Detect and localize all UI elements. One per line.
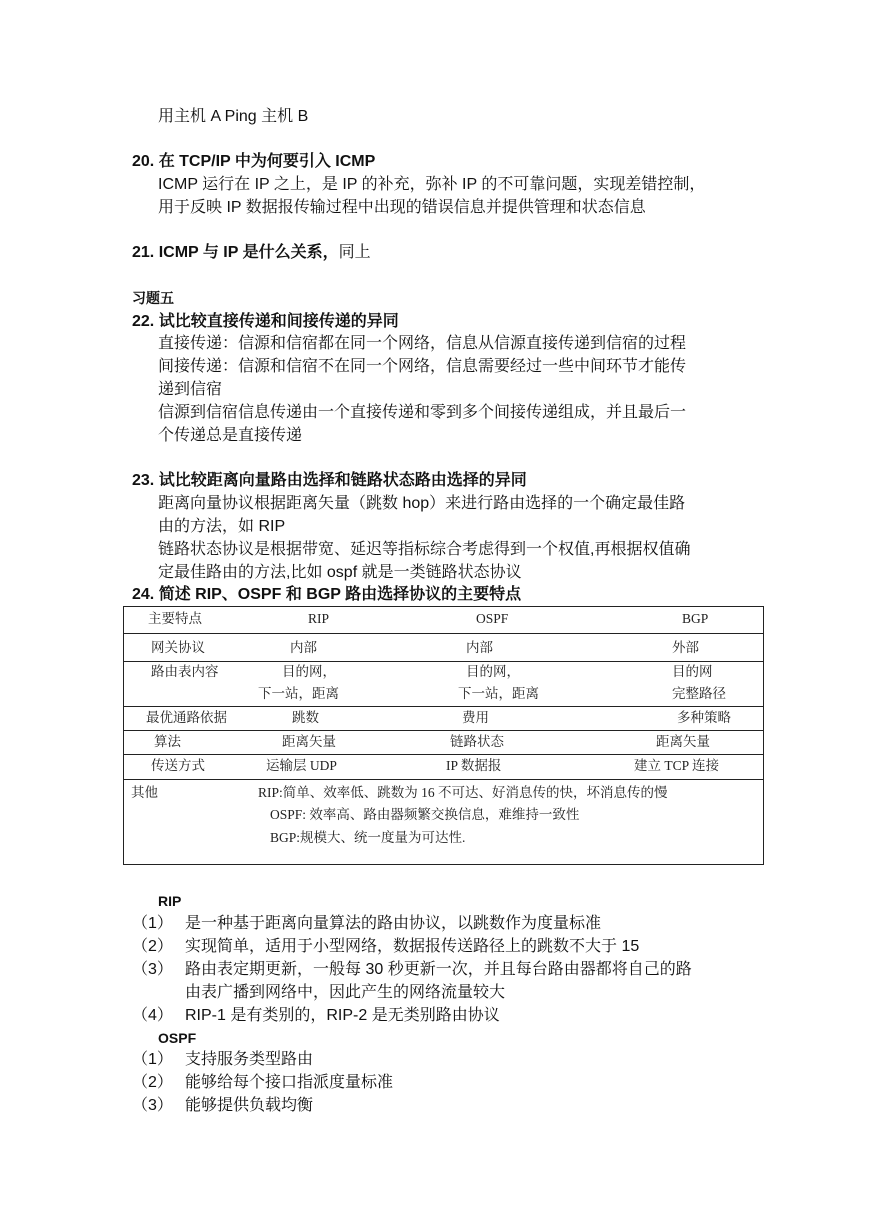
question-21 bbox=[132, 242, 371, 264]
list-item: RIP-1 是有类别的，RIP-2 是无类别路由协议 bbox=[185, 1007, 500, 1024]
question-23: 23. 试比较距离向量路由选择和链路状态路由选择的异同 bbox=[132, 472, 527, 489]
table-cell: 外部 bbox=[672, 640, 699, 655]
table-cell: 内部 bbox=[466, 640, 493, 655]
answer-line: 间接传递：信源和信宿不在同一个网络，信息需要经过一些中间环节才能传 bbox=[158, 358, 687, 375]
rip-heading: RIP bbox=[158, 893, 182, 909]
list-number: （3） bbox=[132, 1097, 173, 1114]
answer-line: 信源到信宿信息传递由一个直接传递和零到多个间接传递组成，并且最后一 bbox=[158, 404, 687, 421]
table-cell: 最优通路依据 bbox=[146, 710, 227, 725]
table-cell: 距离矢量 bbox=[282, 734, 336, 749]
table-cell: 网关协议 bbox=[151, 640, 205, 655]
table-cell: OSPF: 效率高、路由器频繁交换信息，难维持一致性 bbox=[270, 807, 580, 822]
answer-line: 距离向量协议根据距离矢量（跳数 hop）来进行路由选择的一个确定最佳路 bbox=[158, 495, 686, 512]
answer-line: 定最佳路由的方法,比如 ospf 就是一类链路状态协议 bbox=[158, 564, 522, 581]
list-item-continued: 由表广播到网络中，因此产生的网络流量较大 bbox=[185, 984, 506, 1001]
list-item: 实现简单，适用于小型网络，数据报传送路径上的跳数不大于 15 bbox=[185, 938, 640, 955]
table-cell: 其他 bbox=[131, 785, 158, 800]
list-number: （1） bbox=[132, 915, 173, 932]
question-21-answer: 同上 bbox=[338, 244, 371, 261]
table-header-cell: 主要特点 bbox=[148, 611, 202, 626]
table-cell: BGP:规模大、统一度量为可达性. bbox=[270, 830, 466, 845]
table-row-divider bbox=[124, 779, 763, 780]
table-cell: 建立 TCP 连接 bbox=[634, 758, 720, 773]
table-cell: 距离矢量 bbox=[656, 734, 710, 749]
answer-line: 链路状态协议是根据带宽、延迟等指标综合考虑得到一个权值,再根据权值确 bbox=[158, 541, 691, 558]
list-number: （1） bbox=[132, 1051, 173, 1068]
table-cell: 传送方式 bbox=[151, 758, 205, 773]
list-number: （3） bbox=[132, 961, 173, 978]
answer-line: 直接传递：信源和信宿都在同一个网络，信息从信源直接传递到信宿的过程 bbox=[158, 335, 687, 352]
table-row-divider bbox=[124, 706, 763, 707]
table-cell: IP 数据报 bbox=[446, 758, 502, 773]
table-header-cell: OSPF bbox=[476, 611, 509, 626]
table-header-cell: BGP bbox=[682, 611, 709, 626]
table-row-divider bbox=[124, 633, 763, 634]
table-cell: 运输层 UDP bbox=[266, 758, 337, 773]
table-cell: 路由表内容 bbox=[151, 664, 219, 679]
table-cell: 下一站，距离 bbox=[258, 686, 339, 701]
answer-line: 个传递总是直接传递 bbox=[158, 427, 303, 444]
list-item: 能够提供负载均衡 bbox=[185, 1097, 314, 1114]
table-row-divider bbox=[124, 730, 763, 731]
table-cell: 目的网， bbox=[466, 664, 520, 679]
list-number: （4） bbox=[132, 1007, 173, 1024]
table-cell: 链路状态 bbox=[450, 734, 504, 749]
list-item: 能够给每个接口指派度量标准 bbox=[185, 1074, 394, 1091]
protocol-comparison-table bbox=[123, 606, 764, 865]
table-cell: 目的网， bbox=[282, 664, 336, 679]
list-item: 路由表定期更新，一般每 30 秒更新一次，并且每台路由器都将自己的路 bbox=[185, 961, 692, 978]
table-row-divider bbox=[124, 754, 763, 755]
table-cell: 多种策略 bbox=[677, 710, 731, 725]
exercise-heading: 习题五 bbox=[132, 290, 174, 306]
answer-line: 递到信宿 bbox=[158, 381, 223, 398]
text-line: 用主机 A Ping 主机 B bbox=[158, 108, 309, 125]
list-number: （2） bbox=[132, 1074, 173, 1091]
ospf-heading: OSPF bbox=[158, 1030, 197, 1046]
answer-line: 用于反映 IP 数据报传输过程中出现的错误信息并提供管理和状态信息 bbox=[158, 199, 646, 216]
answer-line: ICMP 运行在 IP 之上，是 IP 的补充，弥补 IP 的不可靠问题，实现差错控制， bbox=[158, 176, 706, 193]
table-cell: 费用 bbox=[462, 710, 489, 725]
list-item: 支持服务类型路由 bbox=[185, 1051, 314, 1068]
question-24: 24. 简述 RIP、OSPF 和 BGP 路由选择协议的主要特点 bbox=[132, 586, 522, 603]
table-row-divider bbox=[124, 661, 763, 662]
question-20: 20. 在 TCP/IP 中为何要引入 ICMP bbox=[132, 153, 376, 170]
table-cell: RIP:简单、效率低、跳数为 16 不可达、好消息传的快，坏消息传的慢 bbox=[258, 785, 668, 800]
table-cell: 内部 bbox=[290, 640, 317, 655]
question-21-title: 21. ICMP 与 IP 是什么关系， bbox=[132, 244, 339, 261]
table-cell: 算法 bbox=[154, 734, 181, 749]
table-header-cell: RIP bbox=[308, 611, 330, 626]
table-cell: 目的网 bbox=[672, 664, 713, 679]
list-item: 是一种基于距离向量算法的路由协议，以跳数作为度量标准 bbox=[185, 915, 602, 932]
list-number: （2） bbox=[132, 938, 173, 955]
answer-line: 由的方法，如 RIP bbox=[158, 518, 286, 535]
question-22: 22. 试比较直接传递和间接传递的异同 bbox=[132, 313, 399, 330]
table-cell: 跳数 bbox=[292, 710, 319, 725]
table-cell: 下一站，距离 bbox=[458, 686, 539, 701]
table-cell: 完整路径 bbox=[672, 686, 726, 701]
